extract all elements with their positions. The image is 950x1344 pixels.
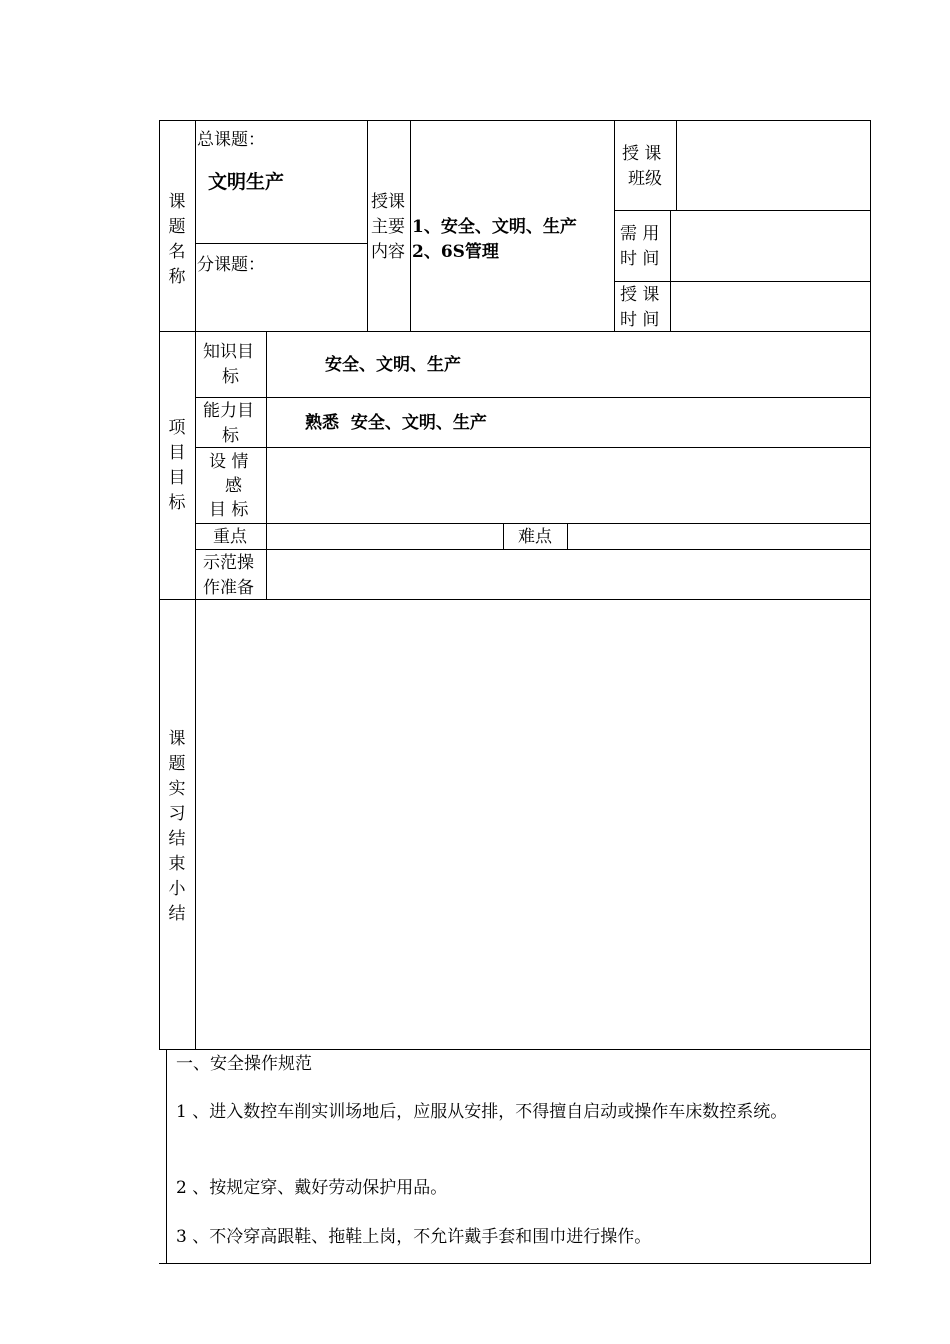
class-label-line-1: 授 课	[622, 144, 662, 164]
rule-item-2: 2 、按规定穿、戴好劳动保护用品。	[176, 1178, 448, 1198]
header-col-4a	[676, 120, 677, 210]
demo-prep-label-line-1: 示范操	[203, 553, 254, 573]
header-right-divider-1	[614, 210, 870, 211]
goal-label-divider	[266, 331, 267, 599]
difficulty-label: 难点	[518, 527, 552, 547]
rule-item-1: 1 、进入数控车削实训场地后，应服从安排，不得擅自启动或操作车床数控系统。	[176, 1102, 788, 1122]
emotion-goal-label-line-3: 目 标	[209, 500, 249, 520]
demo-prep-label-line-2: 作准备	[203, 578, 254, 598]
time-needed-label-line-2: 时 间	[620, 249, 660, 269]
emotion-goal-label-line-2: 感	[225, 476, 242, 496]
key-point-divider-2	[567, 523, 568, 549]
teaching-content-item-2: 2、6S管理	[412, 242, 499, 262]
knowledge-goal-label-line-2: 标	[222, 367, 239, 387]
main-topic-value: 文明生产	[208, 171, 285, 193]
teaching-content-label-2: 主要	[371, 217, 405, 237]
key-point-label: 重点	[213, 527, 247, 547]
summary-label: 课题实习结束小结	[168, 729, 186, 924]
ability-goal-label-line-2: 标	[222, 426, 239, 446]
rules-heading: 一、安全操作规范	[176, 1054, 312, 1074]
class-label-line-2: 班级	[628, 169, 662, 189]
ability-goal-value: 熟悉 安全、文明、生产	[305, 413, 487, 433]
header-col-2	[410, 120, 411, 331]
header-right-divider-2	[614, 281, 870, 282]
topic-divider	[195, 243, 367, 244]
rule-item-3: 3 、不冷穿高跟鞋、拖鞋上岗，不允许戴手套和围巾进行操作。	[176, 1227, 652, 1247]
teach-time-label-line-2: 时 间	[620, 310, 660, 330]
header-col-3	[614, 120, 615, 331]
teaching-content-label-3: 内容	[371, 242, 405, 262]
header-col-1	[367, 120, 368, 331]
knowledge-goal-value: 安全、文明、生产	[325, 355, 461, 375]
row-divider-2	[159, 599, 871, 600]
header-col-4b	[670, 210, 671, 331]
rules-border-bottom	[159, 1263, 871, 1264]
label-column-divider	[195, 120, 196, 1049]
rules-border-left	[166, 1049, 167, 1264]
emotion-goal-label-line-1: 设 情	[209, 452, 249, 472]
teach-time-label-line-1: 授 课	[620, 285, 660, 305]
table-border-bottom	[159, 1049, 871, 1050]
goal-divider-2	[195, 447, 870, 448]
project-goal-label: 项目目标	[168, 418, 186, 513]
table-border-top	[159, 120, 871, 121]
time-needed-label-line-1: 需 用	[620, 224, 660, 244]
main-topic-label: 总课题：	[197, 130, 265, 150]
knowledge-goal-label-line-1: 知识目	[203, 342, 254, 362]
course-name-label: 课题名称	[168, 192, 186, 287]
goal-divider-3	[195, 523, 870, 524]
goal-divider-1	[195, 397, 870, 398]
key-point-divider-1	[503, 523, 504, 549]
table-border-right	[870, 120, 871, 1049]
teaching-content-label-1: 授课	[371, 192, 405, 212]
table-border-left	[159, 120, 160, 1049]
rules-border-right	[870, 1049, 871, 1264]
ability-goal-label-line-1: 能力目	[203, 401, 254, 421]
sub-topic-label: 分课题：	[197, 255, 265, 275]
teaching-content-item-1: 1、安全、文明、生产	[412, 217, 577, 237]
